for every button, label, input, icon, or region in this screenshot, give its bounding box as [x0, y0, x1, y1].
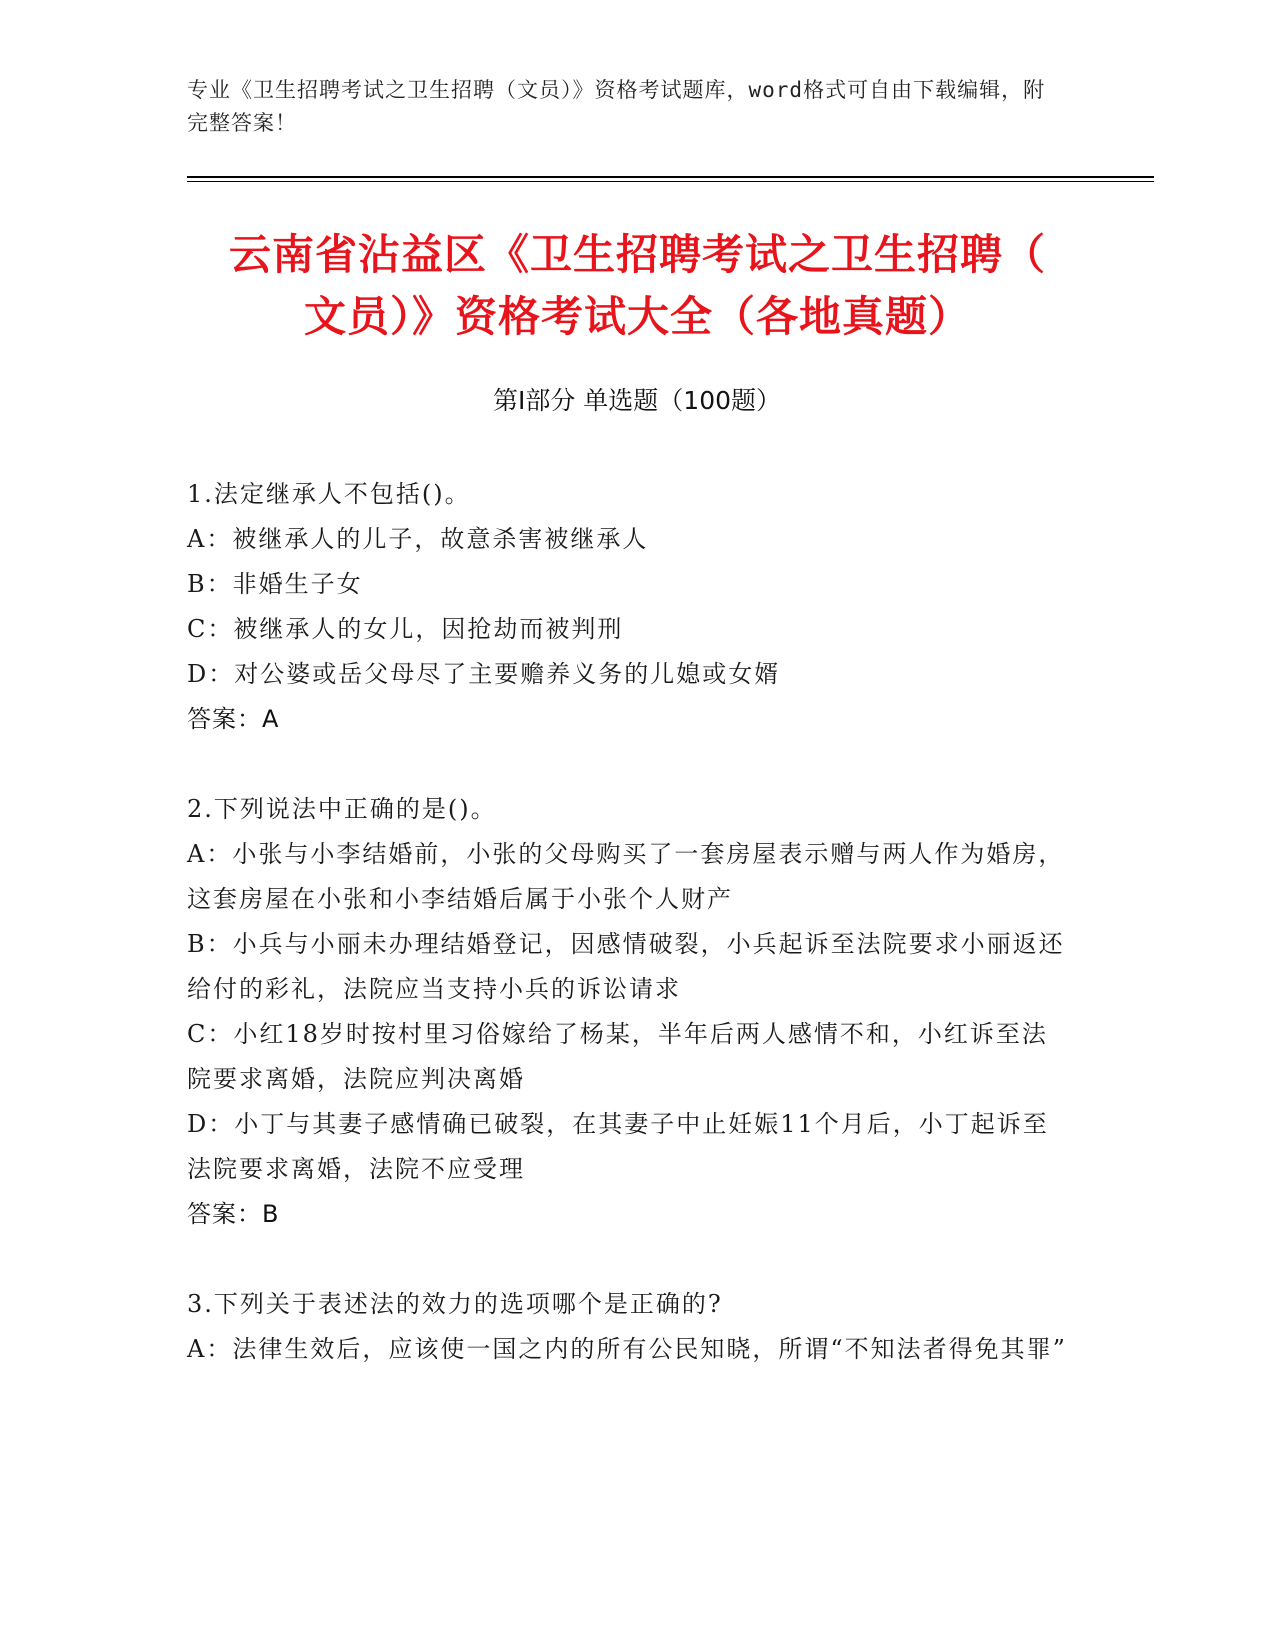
document-title: [150, 224, 1125, 348]
answer: 答案：A: [187, 705, 280, 733]
question-stem: 2.下列说法中正确的是()。: [187, 795, 497, 823]
option-a: A：小张与小李结婚前，小张的父母购买了一套房屋表示赠与两人作为婚房，这套房屋在小张和小李结婚后属于小张个人财产: [187, 840, 1065, 913]
answer: 答案：B: [187, 1200, 280, 1228]
option-a: A：法律生效后，应该使一国之内的所有公民知晓，所谓“不知法者得免其罪”: [187, 1335, 1067, 1363]
header-divider-thin: [187, 181, 1154, 182]
header-divider-thick: [187, 176, 1154, 178]
option-d: D：对公婆或岳父母尽了主要赡养义务的儿媳或女婿: [187, 660, 781, 688]
question-1: [187, 472, 1067, 742]
option-d: D：小丁与其妻子感情确已破裂，在其妻子中止妊娠11个月后，小丁起诉至法院要求离婚，法院不应受理: [187, 1110, 1049, 1183]
option-b: B：非婚生子女: [187, 570, 363, 598]
option-c: C：小红18岁时按村里习俗嫁给了杨某，半年后两人感情不和，小红诉至法院要求离婚，法院应判决离婚: [187, 1020, 1048, 1093]
question-3: [187, 1282, 1067, 1372]
option-c: C：被继承人的女儿，因抢劫而被判刑: [187, 615, 624, 643]
section-title: 第Ⅰ部分 单选题（100题）: [492, 386, 782, 415]
document-title-line-2: 文员）》资格考试大全（各地真题）: [303, 292, 971, 341]
option-a: A：被继承人的儿子，故意杀害被继承人: [187, 525, 649, 553]
question-stem: 3.下列关于表述法的效力的选项哪个是正确的?: [187, 1290, 723, 1318]
question-stem: 1.法定继承人不包括()。: [187, 480, 471, 508]
document-title-line-1: 云南省沾益区《卫生招聘考试之卫生招聘（: [228, 230, 1046, 279]
question-list: [187, 472, 1067, 1417]
header-note: 专业《卫生招聘考试之卫生招聘（文员）》资格考试题库，word格式可自由下载编辑，附完整答案！: [187, 78, 1046, 135]
option-b: B：小兵与小丽未办理结婚登记，因感情破裂，小兵起诉至法院要求小丽返还给付的彩礼，法院应当支持小兵的诉讼请求: [187, 930, 1065, 1003]
question-2: [187, 787, 1067, 1237]
